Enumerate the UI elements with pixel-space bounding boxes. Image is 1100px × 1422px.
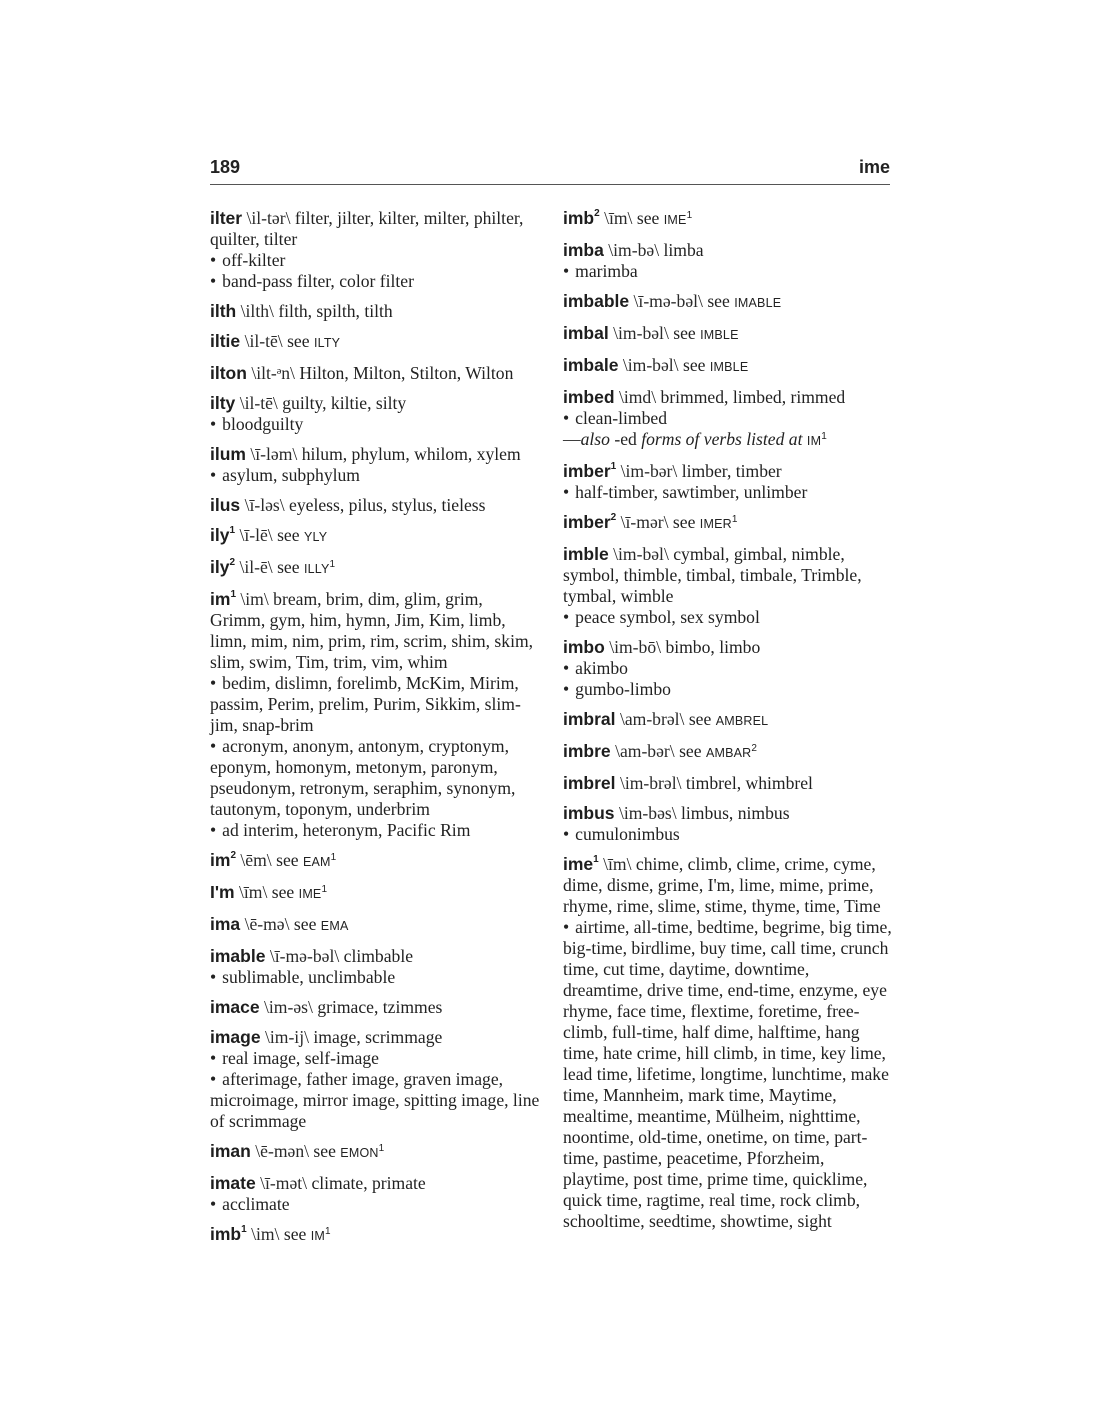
headword: iman [210, 1141, 251, 1161]
dictionary-entry [210, 1141, 540, 1164]
rhyme-words: guilty, kiltie, silty [282, 393, 407, 413]
pronunciation: \ēm\ [240, 850, 272, 870]
superscript: 1 [731, 513, 738, 525]
dictionary-entry [210, 393, 540, 435]
dictionary-entry [210, 882, 540, 905]
headword: iltie [210, 331, 241, 351]
headword: image [210, 1027, 261, 1047]
sub-group-words: gumbo-limbo [575, 679, 671, 699]
bullet-icon: • [563, 679, 570, 699]
sub-group [210, 250, 540, 271]
superscript: 1 [686, 209, 693, 221]
headword: imba [563, 240, 604, 260]
bullet-icon: • [210, 250, 217, 270]
sub-group-words: peace symbol, sex symbol [575, 607, 760, 627]
superscript: 1 [229, 525, 236, 537]
headword: ima [210, 914, 241, 934]
sub-group [210, 1048, 540, 1069]
sub-group-words: akimbo [575, 658, 628, 678]
bullet-icon: • [210, 736, 217, 756]
headword: imbo [563, 637, 605, 657]
sub-group [563, 679, 893, 700]
superscript: 1 [230, 589, 236, 601]
cross-reference: IMBLE [709, 360, 749, 374]
cross-reference: IME$^1$ [298, 883, 328, 901]
bullet-icon: • [210, 820, 217, 840]
sub-group-words: bloodguilty [222, 414, 304, 434]
cross-reference: AMBREL [715, 714, 769, 728]
superscript: 2 [751, 742, 758, 754]
pronunciation: \ī-lē\ [239, 525, 273, 545]
pronunciation: \im-bō\ [609, 637, 662, 657]
cross-reference: IMBLE [700, 328, 739, 342]
headword: $im^2$ [210, 850, 236, 870]
note-suffix: -ed [609, 429, 642, 449]
superscript: 2 [229, 557, 236, 569]
rhyme-words: bimbo, limbo [665, 637, 761, 657]
rhyme-words: filth, spilth, tilth [278, 301, 393, 321]
headword: imble [563, 544, 609, 564]
cross-reference: IMER$^1$ [699, 513, 738, 531]
superscript: 1 [329, 558, 336, 570]
sub-group-words: band-pass filter, color filter [222, 271, 414, 291]
see-label: see [313, 1141, 336, 1161]
usage-note [563, 429, 893, 452]
cross-reference: EAM$^1$ [302, 851, 337, 869]
page-number: 189 [210, 157, 241, 177]
headword: ilum [210, 444, 246, 464]
cross-reference: $IM^1$ [806, 430, 827, 448]
dictionary-entry [210, 444, 540, 486]
dictionary-entry [563, 512, 893, 535]
bullet-icon: • [563, 658, 570, 678]
pronunciation: \ē-mə\ [244, 914, 290, 934]
bullet-icon: • [563, 607, 570, 627]
rhyme-words: timbrel, whimbrel [685, 773, 813, 793]
see-label: see [636, 208, 660, 228]
pronunciation: \ē-mən\ [255, 1141, 310, 1161]
superscript: 1 [325, 1225, 331, 1237]
headword: imb$^1$ [210, 1224, 247, 1244]
see-label: see [283, 1224, 307, 1244]
headword: imb$^2$ [563, 208, 600, 228]
rhyme-words: hilum, phylum, whilom, xylem [301, 444, 521, 464]
see-label: see [682, 355, 706, 375]
headword: imbale [563, 355, 619, 375]
rhyme-words: limber, timber [681, 461, 782, 481]
superscript: 1 [321, 883, 328, 895]
headword: imbable [563, 291, 630, 311]
headword: imace [210, 997, 260, 1017]
note-also: also [580, 429, 610, 449]
headword: ily$^2$ [210, 557, 236, 577]
pronunciation: \im-bər\ [620, 461, 678, 481]
pronunciation: \im-bəl\ [613, 323, 669, 343]
sub-group [210, 820, 540, 841]
bullet-icon: • [210, 1048, 217, 1068]
dictionary-entry [210, 1224, 540, 1247]
dictionary-entry [210, 914, 540, 937]
pronunciation: \il-tər\ [246, 208, 291, 228]
headword: imbal [563, 323, 609, 343]
bullet-icon: • [210, 1069, 217, 1089]
sub-group-words: bedim, dislimn, forelimb, McKim, Mirim, passim, Perim, prelim, Purim, Sikkim, slim-jim, snap-brim [210, 673, 521, 735]
pronunciation: \il-tē\ [239, 393, 278, 413]
pronunciation: \im-bə\ [608, 240, 660, 260]
see-label: see [688, 709, 712, 729]
pronunciation: \il-ē\ [239, 557, 273, 577]
dictionary-entry [210, 301, 540, 322]
see-label: see [293, 914, 317, 934]
headword: imber$^2$ [563, 512, 617, 532]
dictionary-entry [210, 946, 540, 988]
headword: imber$^1$ [563, 461, 617, 481]
dictionary-entry [563, 208, 893, 231]
pronunciation: \ī-mə-bəl\ [633, 291, 703, 311]
headword: imbre [563, 741, 611, 761]
dictionary-entry [563, 773, 893, 794]
sub-group [563, 607, 893, 628]
headword: imate [210, 1173, 256, 1193]
rhyme-words: filter, jilter, kilter, milter, philter, quilter, tilter [210, 208, 524, 249]
cross-reference: ILTY [313, 336, 341, 350]
see-label: see [707, 291, 730, 311]
bullet-icon: • [210, 1194, 217, 1214]
dictionary-entry [210, 525, 540, 548]
sub-group-words: cumulonimbus [575, 824, 680, 844]
sub-group [210, 271, 540, 292]
sub-group-words: off-kilter [222, 250, 286, 270]
pronunciation: \im\ [251, 1224, 280, 1244]
superscript: 1 [378, 1142, 385, 1154]
left-column [210, 208, 540, 1256]
dictionary-entry [563, 854, 893, 1232]
headword: $im^1$ [210, 589, 236, 609]
pronunciation: \am-bər\ [615, 741, 675, 761]
rhyme-words: chime, climb, clime, crime, cyme, dime, disme, grime, I'm, lime, mime, prime, rhyme, rime, slime, stime, thyme, time, Time [563, 854, 881, 916]
see-label: see [287, 331, 310, 351]
sub-group [563, 408, 893, 429]
sub-group-words: half-timber, sawtimber, unlimber [575, 482, 808, 502]
sub-group-words: airtime, all-time, bedtime, begrime, big time, big-time, birdlime, buy time, call time, crunch time, cut time, daytime, downtime, dreamtime, drive time, end-time, enzyme, eye rhyme, face time, flextime, foretime, free-climb, full-time, half dime, halftime, hang time, hate crime, hill climb, in time, key lime, lead time, lifetime, longtime, lunchtime, make time, Mannheim, mark time, Maytime, mealtime, meantime, Mülheim, nighttime, noontime, old-time, onetime, on time, part-time, pastime, peacetime, Pforzheim, playtime, post time, prime time, quicklime, quick time, ragtime, real time, rock climb, schooltime, seedtime, showtime, sight [563, 917, 892, 1231]
pronunciation: \ī-ləs\ [244, 495, 285, 515]
note-forms: forms of verbs listed at [641, 429, 803, 449]
bullet-icon: • [563, 917, 570, 937]
right-column [563, 208, 893, 1241]
dictionary-entry [210, 331, 540, 354]
dictionary-entry [563, 291, 893, 314]
cross-reference: ILLY$^1$ [303, 558, 336, 576]
dictionary-entry [210, 557, 540, 580]
bullet-icon: • [210, 271, 217, 291]
cross-reference: EMA [320, 919, 349, 933]
headword: ilter [210, 208, 243, 228]
headword: ime$^1$ [563, 854, 599, 874]
dictionary-entry [210, 850, 540, 873]
sub-group [563, 482, 893, 503]
see-label: see [277, 557, 300, 577]
headword: ily$^1$ [210, 525, 236, 545]
headword: ilth [210, 301, 237, 321]
superscript: 1 [610, 461, 617, 473]
superscript: 2 [230, 850, 236, 862]
rhyme-words: climate, primate [311, 1173, 426, 1193]
pronunciation: \ī-mə-bəl\ [269, 946, 340, 966]
dictionary-entry [210, 589, 540, 841]
bullet-icon: • [563, 482, 570, 502]
rhyme-words: image, scrimmage [313, 1027, 443, 1047]
sub-group-words: clean-limbed [575, 408, 668, 428]
dictionary-entry [210, 1173, 540, 1215]
dictionary-entry [563, 544, 893, 628]
dictionary-entry [210, 997, 540, 1018]
cross-reference: IMABLE [734, 296, 782, 310]
see-label: see [679, 741, 702, 761]
rhyme-words: brimmed, limbed, rimmed [660, 387, 846, 407]
sub-group [210, 673, 540, 736]
sub-group-words: acclimate [222, 1194, 290, 1214]
see-label: see [672, 512, 696, 532]
headword: imbus [563, 803, 615, 823]
headword: imbed [563, 387, 615, 407]
sub-group [563, 261, 893, 282]
cross-reference: YLY [303, 530, 328, 544]
page-header [210, 154, 890, 185]
pronunciation: \im-brəl\ [619, 773, 682, 793]
sub-group-words: acronym, anonym, antonym, cryptonym, eponym, homonym, metonym, paronym, pseudonym, retronym, seraphim, synonym, tautonym, toponym, underbrim [210, 736, 516, 819]
headword: imable [210, 946, 266, 966]
sub-group [210, 414, 540, 435]
pronunciation: \im-bəs\ [618, 803, 677, 823]
bullet-icon: • [563, 824, 570, 844]
bullet-icon: • [210, 967, 217, 987]
dictionary-entry [563, 323, 893, 346]
bullet-icon: • [563, 261, 570, 281]
pronunciation: \im-bəl\ [622, 355, 679, 375]
rhyme-words: bream, brim, dim, glim, grim, Grimm, gym, him, hymn, Jim, Kim, limb, limn, mim, nim, prim, rim, scrim, shim, skim, slim, swim, Tim, trim, vim, whim [210, 589, 534, 672]
see-label: see [673, 323, 696, 343]
sub-group-words: marimba [575, 261, 638, 281]
see-label: see [271, 882, 295, 902]
rhyme-words: cymbal, gimbal, nimble, symbol, thimble, timbal, timbale, Trimble, tymbal, wimble [563, 544, 862, 606]
superscript: 1 [330, 851, 337, 863]
rhyme-words: Hilton, Milton, Stilton, Wilton [299, 363, 514, 383]
dictionary-entry [210, 1027, 540, 1132]
pronunciation: \ī-ləm\ [250, 444, 298, 464]
superscript: 1 [593, 854, 599, 866]
dictionary-entry [210, 495, 540, 516]
headword: I'm [210, 882, 235, 902]
dictionary-entry [563, 741, 893, 764]
bullet-icon: • [210, 414, 217, 434]
bullet-icon: • [563, 408, 570, 428]
note-dash: — [563, 429, 581, 449]
pronunciation: \im-bəl\ [613, 544, 669, 564]
sub-group [210, 736, 540, 820]
pronunciation: \īm\ [604, 208, 633, 228]
sub-group [563, 658, 893, 679]
superscript: 2 [594, 208, 600, 220]
pronunciation: \im-ij\ [264, 1027, 309, 1047]
rhyme-words: climbable [343, 946, 414, 966]
dictionary-entry [563, 355, 893, 378]
cross-reference: AMBAR$^2$ [705, 742, 758, 760]
sub-group [210, 465, 540, 486]
bullet-icon: • [210, 465, 217, 485]
pronunciation: \ī-mər\ [620, 512, 669, 532]
pronunciation: \ī-mət\ [260, 1173, 308, 1193]
sub-group-words: asylum, subphylum [222, 465, 360, 485]
rhyme-words: eyeless, pilus, stylus, tieless [289, 495, 486, 515]
superscript: 1 [241, 1224, 247, 1236]
pronunciation: \ilt-ᵊn\ [251, 363, 295, 383]
sub-group [563, 917, 893, 1232]
headword: ilty [210, 393, 236, 413]
cross-reference: EMON$^1$ [340, 1142, 385, 1160]
rhyme-words: limba [663, 240, 704, 260]
dictionary-entry [210, 363, 540, 384]
pronunciation: \im\ [240, 589, 269, 609]
headword: ilton [210, 363, 247, 383]
sub-group-words: sublimable, unclimbable [222, 967, 396, 987]
superscript: 1 [821, 430, 827, 442]
dictionary-entry [210, 208, 540, 292]
cross-reference: $IM^1$ [310, 1225, 331, 1243]
pronunciation: \am-brəl\ [619, 709, 685, 729]
see-label: see [277, 525, 300, 545]
headword: imbral [563, 709, 616, 729]
see-label: see [276, 850, 299, 870]
pronunciation: \il-tē\ [244, 331, 283, 351]
dictionary-entry [563, 240, 893, 282]
pronunciation: \im-əs\ [264, 997, 313, 1017]
sub-group-words: ad interim, heteronym, Pacific Rim [222, 820, 471, 840]
cross-reference: IME$^1$ [663, 209, 693, 227]
dictionary-entry [563, 709, 893, 732]
sub-group-words: afterimage, father image, graven image, microimage, mirror image, spitting image, line of scrimmage [210, 1069, 540, 1131]
rhyme-words: limbus, nimbus [681, 803, 790, 823]
superscript: 2 [610, 512, 617, 524]
sub-group [563, 824, 893, 845]
pronunciation: \īm\ [603, 854, 632, 874]
pronunciation: \īm\ [239, 882, 268, 902]
dictionary-entry [563, 803, 893, 845]
bullet-icon: • [210, 673, 217, 693]
dictionary-entry [563, 461, 893, 503]
sub-group [210, 967, 540, 988]
guide-word: ime [858, 157, 890, 177]
sub-group [210, 1194, 540, 1215]
sub-group-words: real image, self-image [222, 1048, 379, 1068]
dictionary-entry [563, 387, 893, 452]
rhyme-words: grimace, tzimmes [317, 997, 443, 1017]
sub-group [210, 1069, 540, 1132]
pronunciation: \imd\ [618, 387, 657, 407]
dictionary-entry [563, 637, 893, 700]
headword: imbrel [563, 773, 616, 793]
pronunciation: \ilth\ [240, 301, 274, 321]
headword: ilus [210, 495, 241, 515]
